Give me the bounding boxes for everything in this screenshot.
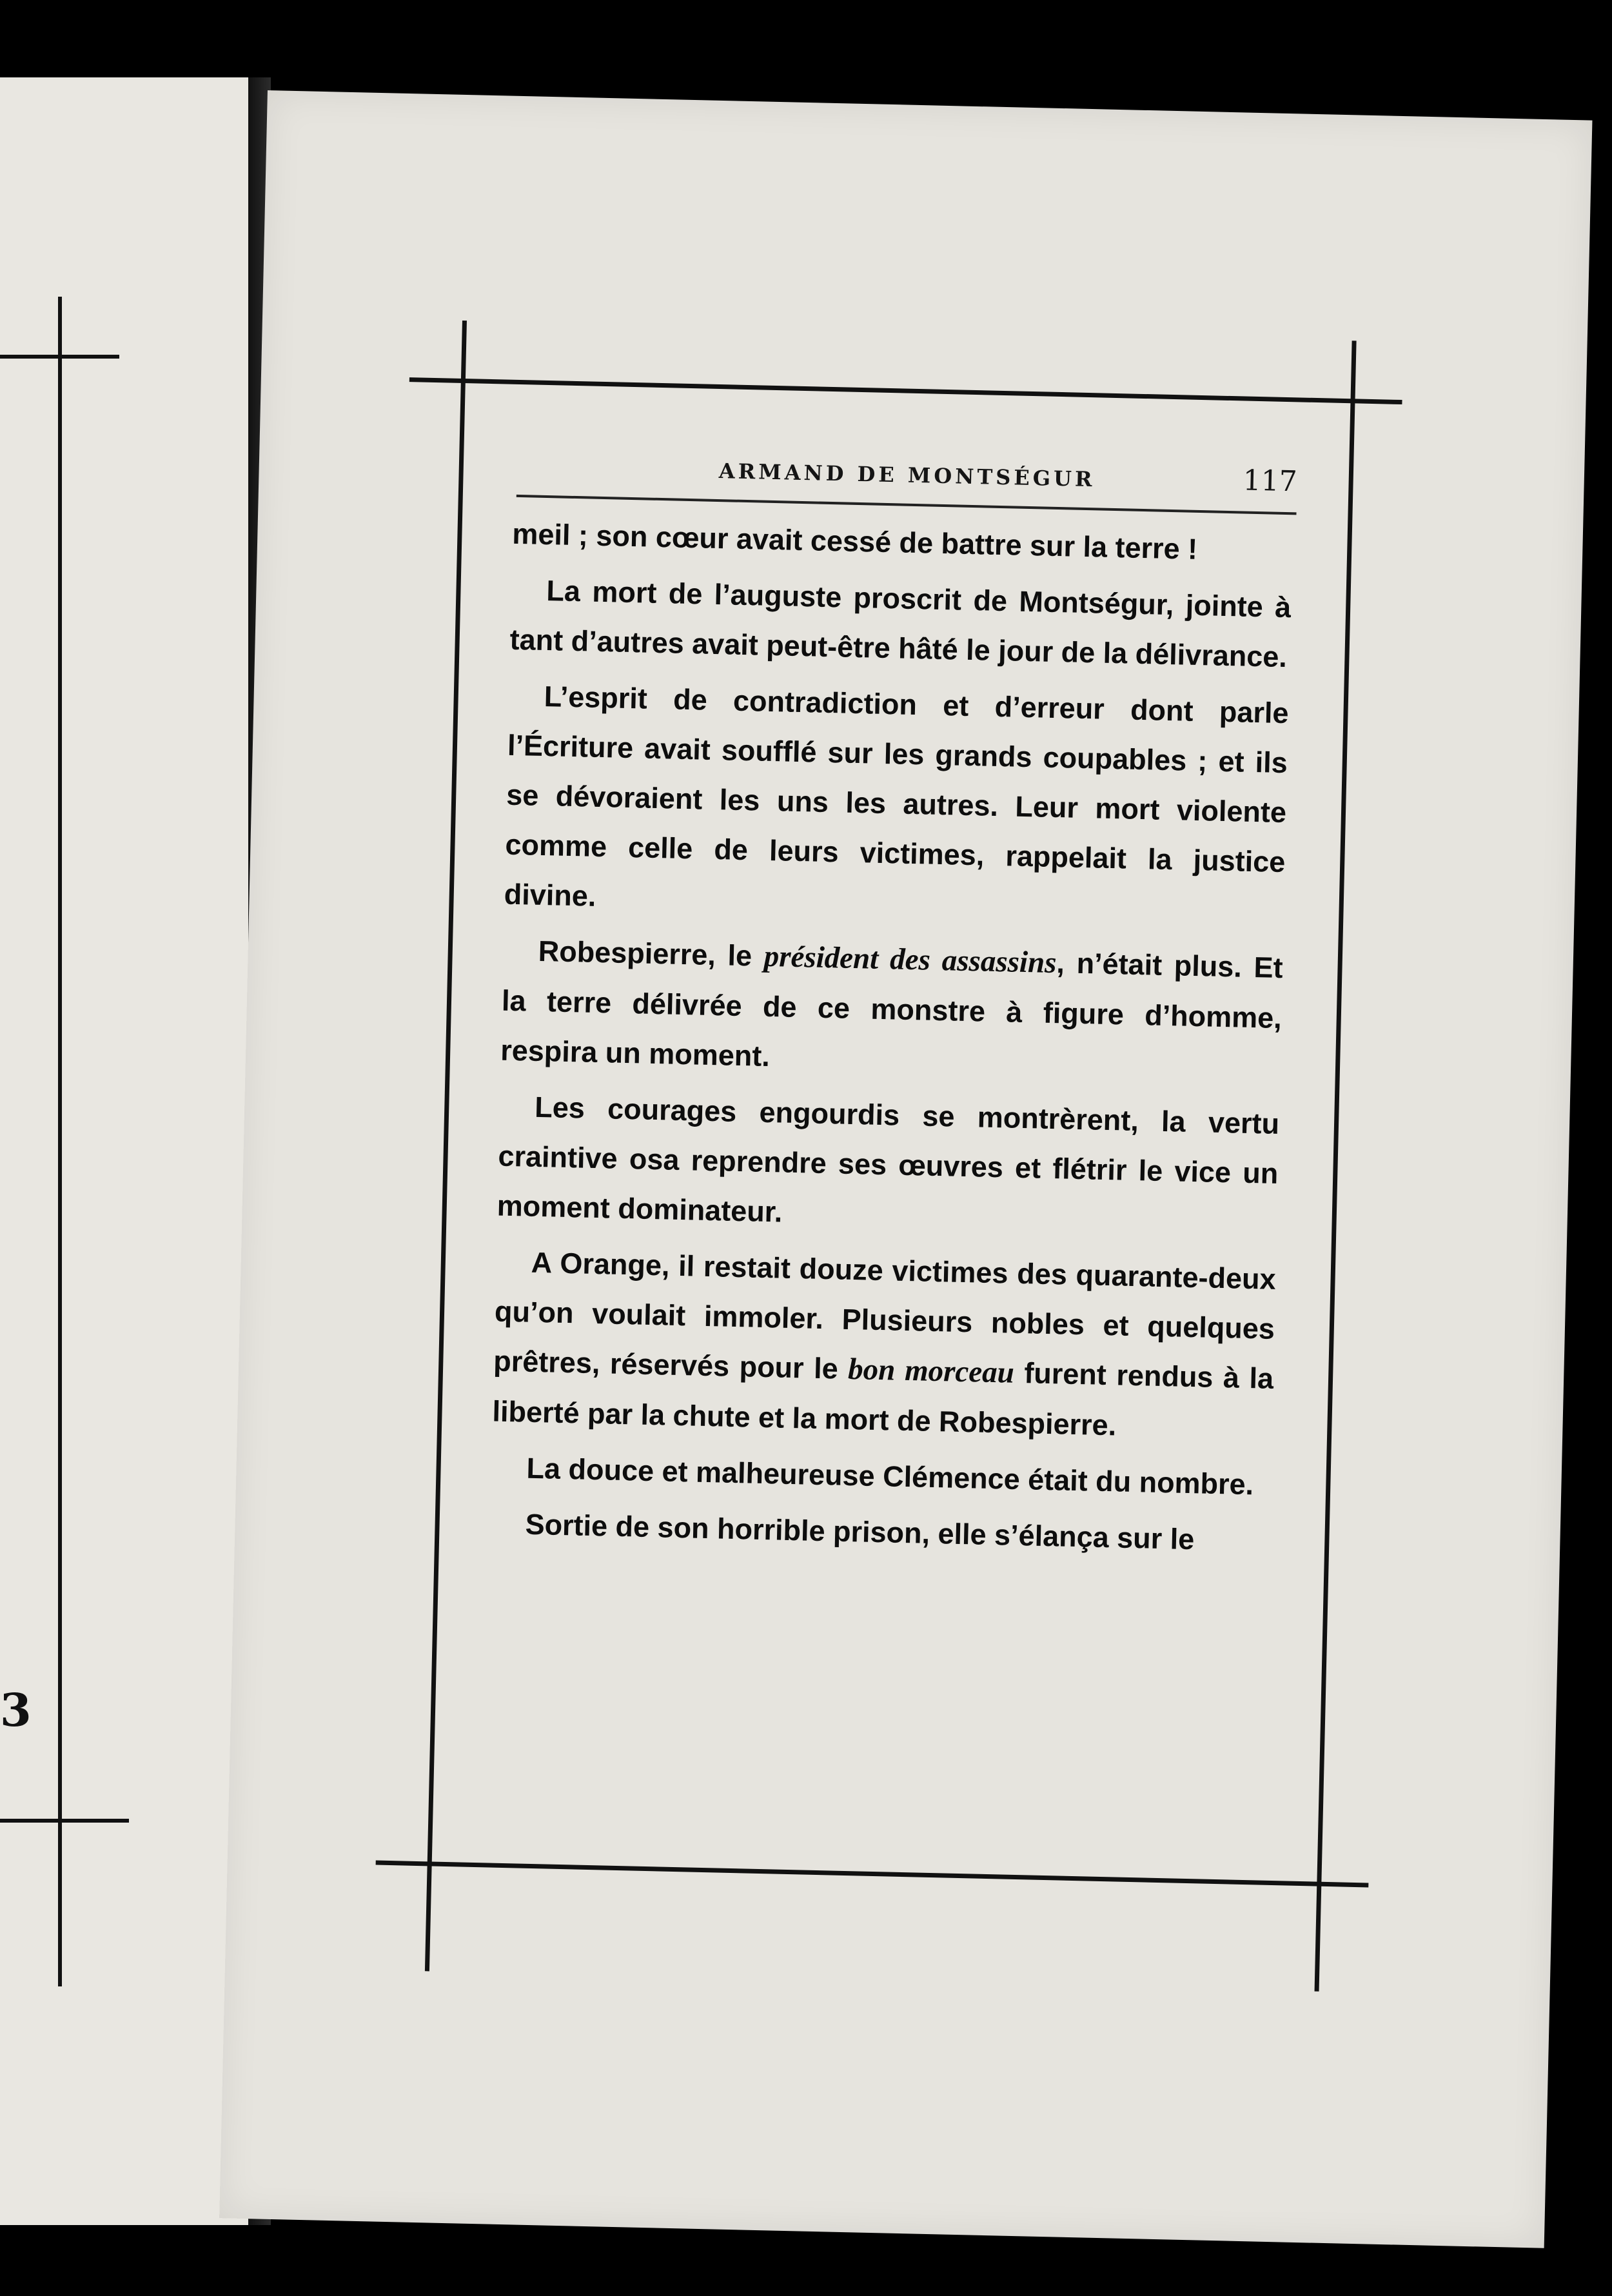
paragraph: L’esprit de contradiction et d’erreur dont parle l’Écriture avait soufflé sur les grands coupables ; et ils se dévoraient les uns les autres. Leur mort violente comme celle de leurs victimes, rappelait la justice divine. <box>504 679 1290 913</box>
facing-page-frame-line <box>58 297 62 1986</box>
italic-phrase: bon morceau <box>847 1352 1015 1390</box>
facing-page-bottom-rule <box>0 1819 129 1823</box>
italic-phrase: président des assassins <box>763 939 1057 980</box>
paragraph: Les courages engourdis se montrèrent, la vertu craintive osa reprendre ses œuvres et flétrir le vice un moment dominateur. <box>496 1090 1280 1229</box>
frame-left-rule <box>425 321 467 1972</box>
paragraph: A Orange, il restait douze victimes des quarante-deux qu’on voulait immoler. Plusieurs nobles et quelques prêtres, réservés pour le bon morceau furent rendus à la liberté par la chute et la mort de Robespierre. <box>492 1245 1277 1442</box>
facing-page-edge-glyph: 3 <box>0 1683 32 1737</box>
facing-page-top-rule <box>0 355 119 359</box>
running-title: ARMAND DE MONTSÉGUR <box>718 459 1096 492</box>
paragraph: La mort de l’auguste proscrit de Montségur, jointe à tant d’autres avait peut-être hâté le jour de la délivrance. <box>509 574 1292 674</box>
paragraph: meil ; son cœur avait cessé de battre sur la terre ! <box>511 517 1198 566</box>
frame-right-rule <box>1315 341 1357 1992</box>
paragraph: La douce et malheureuse Clémence était du nombre. <box>526 1451 1254 1501</box>
frame-top-rule <box>409 377 1402 404</box>
page-number: 117 <box>1243 464 1298 499</box>
body-text <box>489 509 1293 1572</box>
frame-bottom-rule <box>376 1861 1369 1888</box>
paragraph: Robespierre, le président des assassins, n’était plus. Et la terre délivrée de ce monstre à figure d’homme, respira un moment. <box>500 934 1284 1073</box>
paragraph: Sortie de son horrible prison, elle s’élança sur le <box>525 1507 1195 1556</box>
book-page <box>219 90 1592 2248</box>
facing-page-edge <box>0 77 255 2225</box>
page-header <box>516 448 1297 504</box>
